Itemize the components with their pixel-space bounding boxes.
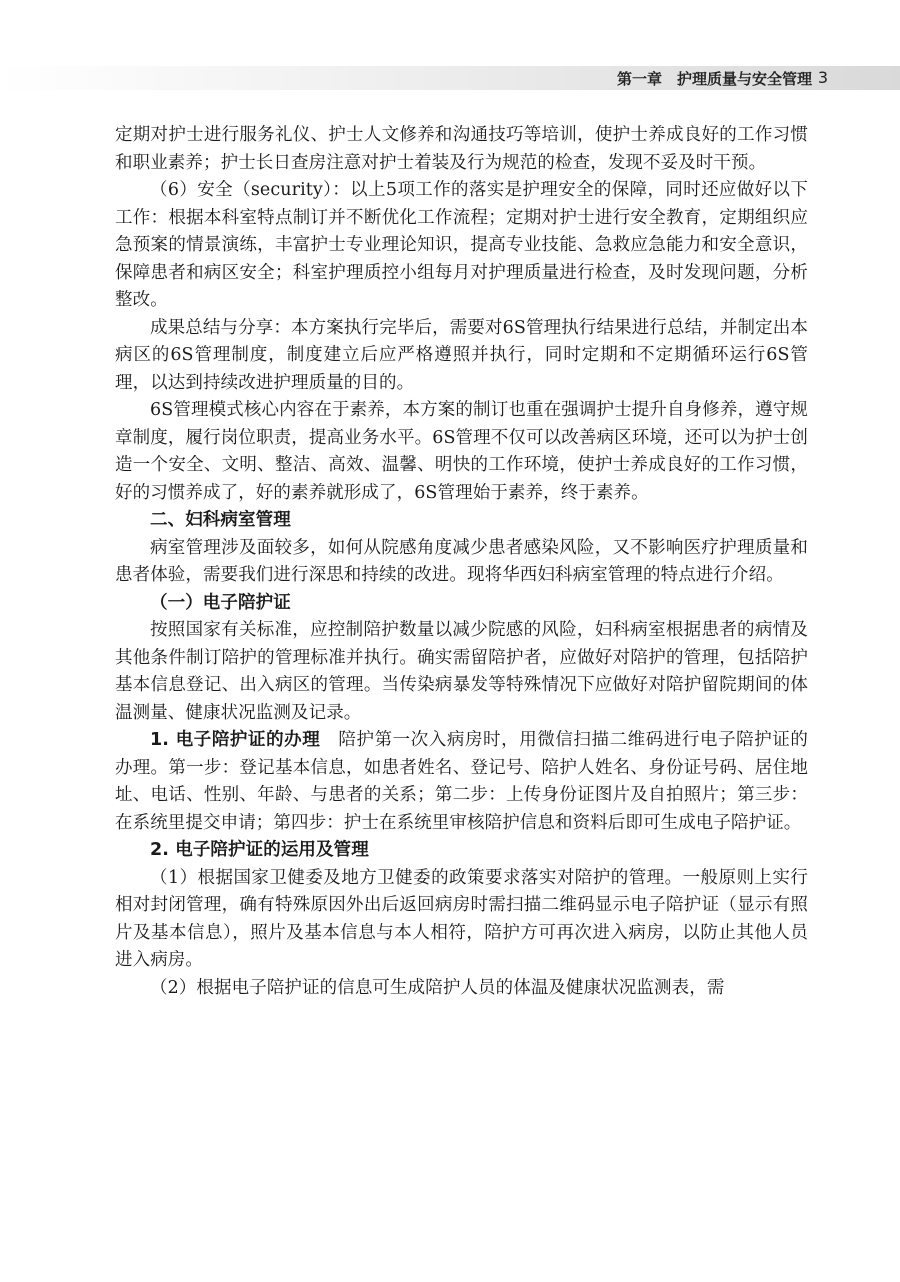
- paragraph: [115, 727, 808, 837]
- section-heading: 二、妇科病室管理: [150, 510, 291, 530]
- paragraph: 6S管理模式核心内容在于素养，本方案的制订也重在强调护士提升自身修养，遵守规章制度，履行岗位职责，提高业务水平。6S管理不仅可以改善病区环境，还可以为护士创造一个安全、文明、整洁、高效、温馨、明快的工作环境，使护士养成良好的工作习惯，好的习惯养成了，好的素养就形成了，6S管理始于素养，终于素养。: [115, 400, 808, 503]
- paragraph: 病室管理涉及面较多，如何从院感角度减少患者感染风险，又不影响医疗护理质量和患者体验，需要我们进行深思和持续的改进。现将华西妇科病室管理的特点进行介绍。: [115, 537, 808, 585]
- paragraph: （2）根据电子陪护证的信息可生成陪护人员的体温及健康状况监测表，需: [150, 977, 725, 998]
- running-header-chapter: 第一章 护理质量与安全管理: [616, 70, 812, 88]
- subsection-heading: （一）电子陪护证: [150, 592, 291, 613]
- page-number: 3: [817, 68, 828, 87]
- item-text: 陪护第一次入病房时，用微信扫描二维码进行电子陪护证的办理。第一步：登记基本信息，如患者姓名、登记号、陪护人姓名、身份证号码、居住地址、电话、性别、年龄、与患者的关系；第二步：上传身份证图片及自拍照片；第三步：在系统里提交申请；第四步：护士在系统里审核陪护信息和资料后即可生成电子陪护证。: [115, 730, 808, 833]
- paragraph: （1）根据国家卫健委及地方卫健委的政策要求落实对陪护的管理。一般原则上实行相对封闭管理，确有特殊原因外出后返回病房时需扫描二维码显示电子陪护证（显示有照片及基本信息），照片及基本信息与本人相符，陪护方可再次进入病房，以防止其他人员进入病房。: [115, 867, 808, 970]
- paragraph: 定期对护士进行服务礼仪、护士人文修养和沟通技巧等培训，使护士养成良好的工作习惯和职业素养；护士长日查房注意对护士着装及行为规范的检查，发现不妥及时干预。: [115, 125, 808, 173]
- item-heading: 2. 电子陪护证的运用及管理: [150, 840, 369, 860]
- item-heading: 1. 电子陪护证的办理: [150, 730, 321, 750]
- paragraph: 成果总结与分享：本方案执行完毕后，需要对6S管理执行结果进行总结，并制定出本病区的6S管理制度，制度建立后应严格遵照并执行，同时定期和不定期循环运行6S管理，以达到持续改进护理质量的目的。: [115, 317, 808, 393]
- page-body: [115, 122, 808, 1002]
- paragraph: （6）安全（security）：以上5项工作的落实是护理安全的保障，同时还应做好以下工作：根据本科室特点制订并不断优化工作流程；定期对护士进行安全教育，定期组织应急预案的情景演练，丰富护士专业理论知识，提高专业技能、急救应急能力和安全意识，保障患者和病区安全；科室护理质控小组每月对护理质量进行检查，及时发现问题，分析整改。: [115, 180, 808, 310]
- paragraph: 按照国家有关标准，应控制陪护数量以减少院感的风险，妇科病室根据患者的病情及其他条件制订陪护的管理标准并执行。确实需留陪护者，应做好对陪护的管理，包括陪护基本信息登记、出入病区的管理。当传染病暴发等特殊情况下应做好对陪护留院期间的体温测量、健康状况监测及记录。: [115, 620, 808, 723]
